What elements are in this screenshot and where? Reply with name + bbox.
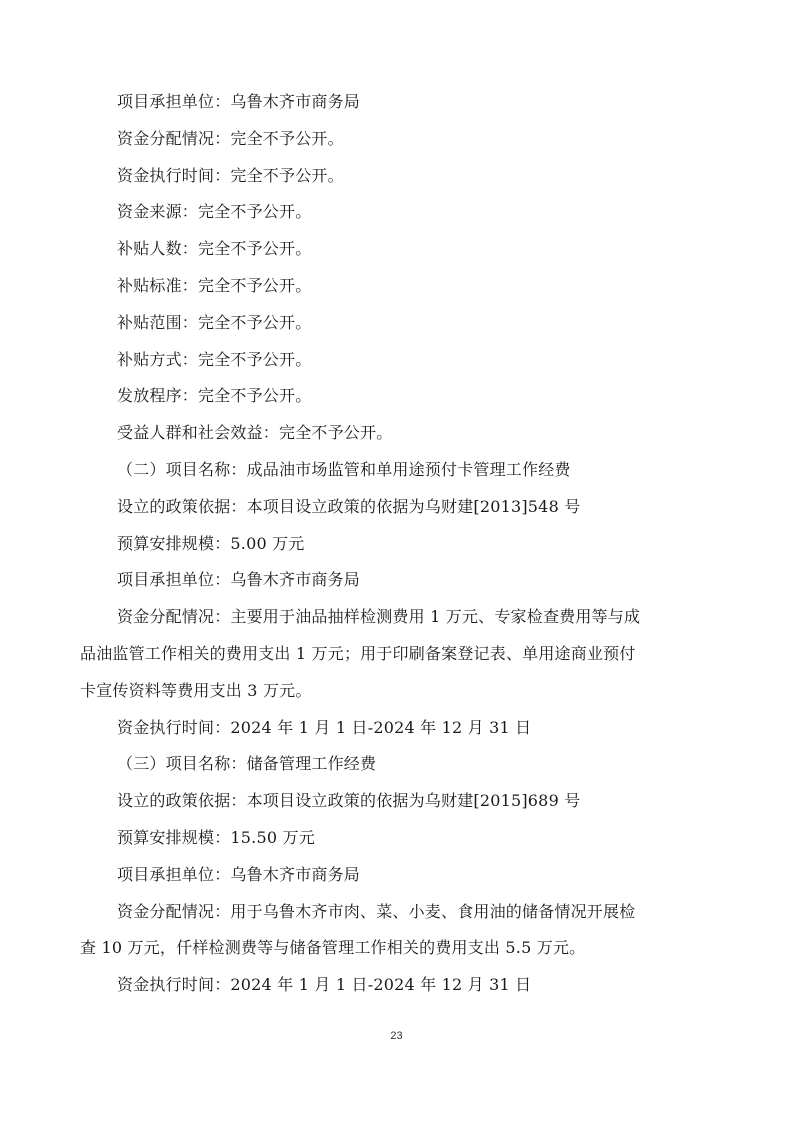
text-line: 资金分配情况：用于乌鲁木齐市肉、菜、小麦、食用油的储备情况开展检 (117, 902, 636, 921)
text-line: 资金来源：完全不予公开。 (117, 202, 312, 221)
text-line: 项目承担单位：乌鲁木齐市商务局 (117, 865, 361, 884)
section-heading: （二）项目名称：成品油市场监管和单用途预付卡管理工作经费 (117, 460, 571, 479)
text-line: 卡宣传资料等费用支出 3 万元。 (80, 681, 312, 700)
text-line: 资金分配情况：完全不予公开。 (117, 129, 344, 148)
text-line: 品油监管工作相关的费用支出 1 万元；用于印刷备案登记表、单用途商业预付 (80, 644, 636, 663)
text-line: 资金执行时间：2024 年 1 月 1 日-2024 年 12 月 31 日 (117, 975, 532, 994)
text-line: 预算安排规模：5.00 万元 (117, 534, 305, 553)
text-line: 项目承担单位：乌鲁木齐市商务局 (117, 92, 361, 111)
text-line: 设立的政策依据：本项目设立政策的依据为乌财建[2015]689 号 (117, 791, 581, 810)
text-line: 受益人群和社会效益：完全不予公开。 (117, 423, 393, 442)
text-line: 补贴标准：完全不予公开。 (117, 276, 312, 295)
text-line: 资金执行时间：完全不予公开。 (117, 166, 344, 185)
text-line: 资金执行时间：2024 年 1 月 1 日-2024 年 12 月 31 日 (117, 718, 532, 737)
text-line: 预算安排规模：15.50 万元 (117, 828, 315, 847)
text-line: 查 10 万元，仟样检测费等与储备管理工作相关的费用支出 5.5 万元。 (80, 938, 586, 957)
text-line: 补贴范围：完全不予公开。 (117, 313, 312, 332)
text-line: 项目承担单位：乌鲁木齐市商务局 (117, 570, 361, 589)
text-line: 发放程序：完全不予公开。 (117, 386, 312, 405)
section-heading: （三）项目名称：储备管理工作经费 (117, 754, 377, 773)
text-line: 补贴人数：完全不予公开。 (117, 239, 312, 258)
text-line: 资金分配情况：主要用于油品抽样检测费用 1 万元、专家检查费用等与成 (117, 607, 641, 626)
text-line: 补贴方式：完全不予公开。 (117, 350, 312, 369)
text-line: 设立的政策依据：本项目设立政策的依据为乌财建[2013]548 号 (117, 497, 581, 516)
page-number: 23 (390, 1030, 403, 1042)
